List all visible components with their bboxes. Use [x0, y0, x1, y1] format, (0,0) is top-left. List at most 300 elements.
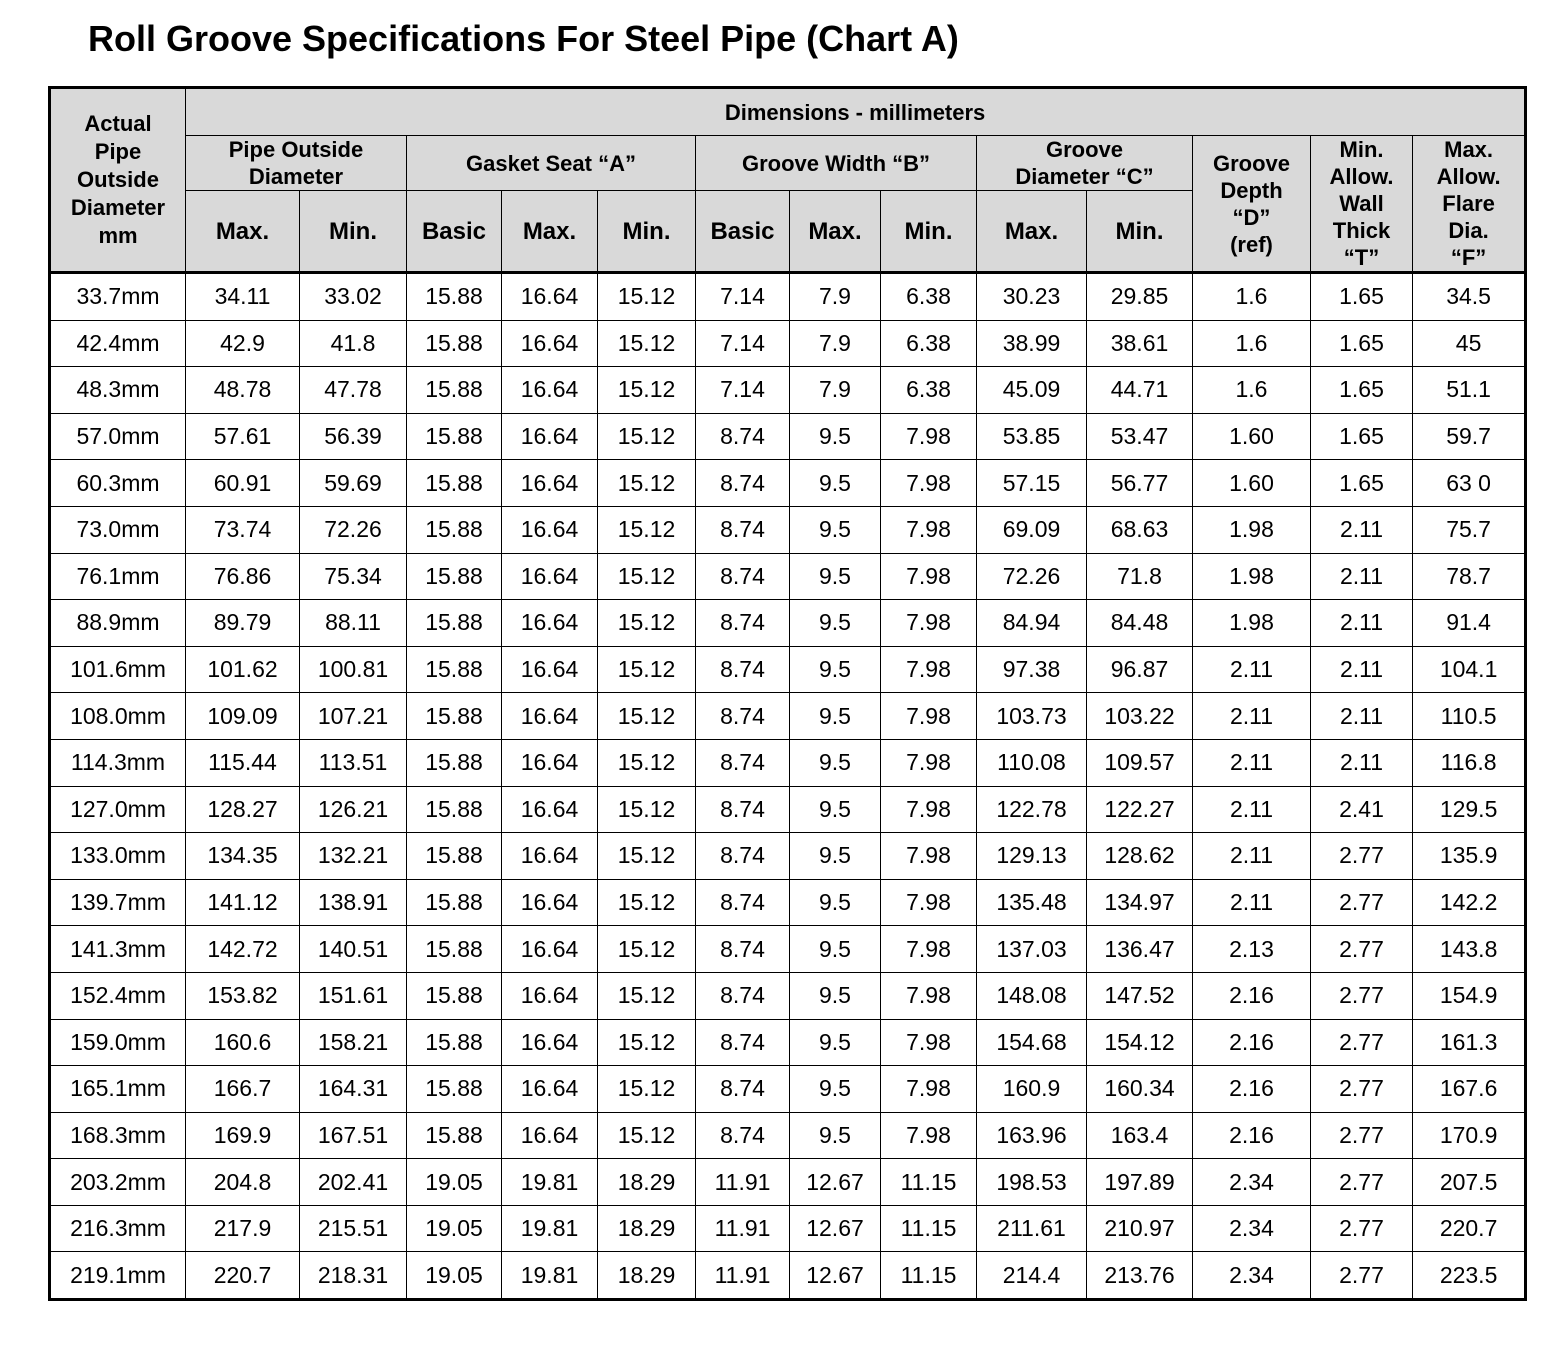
table-cell: 15.12: [598, 693, 696, 740]
header-max-flare: Max. Allow. Flare Dia. “F”: [1413, 136, 1526, 273]
table-cell: 2.77: [1311, 1159, 1413, 1206]
row-pipe-size: 76.1mm: [50, 553, 186, 600]
row-pipe-size: 57.0mm: [50, 413, 186, 460]
table-cell: 2.13: [1193, 926, 1311, 973]
table-cell: 11.91: [696, 1252, 790, 1300]
row-pipe-size: 203.2mm: [50, 1159, 186, 1206]
table-cell: 2.41: [1311, 786, 1413, 833]
table-cell: 129.5: [1413, 786, 1526, 833]
table-row: [50, 972, 1526, 1019]
table-cell: 7.98: [881, 786, 977, 833]
table-cell: 128.62: [1087, 833, 1193, 880]
table-cell: 19.05: [407, 1252, 502, 1300]
table-cell: 213.76: [1087, 1252, 1193, 1300]
table-cell: 1.6: [1193, 367, 1311, 414]
table-cell: 103.73: [977, 693, 1087, 740]
table-cell: 97.38: [977, 646, 1087, 693]
header-width-basic: Basic: [696, 191, 790, 273]
table-cell: 16.64: [502, 273, 598, 321]
table-cell: 2.16: [1193, 1019, 1311, 1066]
row-pipe-size: 219.1mm: [50, 1252, 186, 1300]
table-cell: 9.5: [790, 600, 881, 647]
table-cell: 8.74: [696, 879, 790, 926]
table-cell: 9.5: [790, 926, 881, 973]
table-cell: 16.64: [502, 553, 598, 600]
row-pipe-size: 48.3mm: [50, 367, 186, 414]
table-cell: 2.77: [1311, 1252, 1413, 1300]
table-cell: 47.78: [300, 367, 407, 414]
table-cell: 9.5: [790, 972, 881, 1019]
table-cell: 142.72: [186, 926, 300, 973]
row-pipe-size: 168.3mm: [50, 1112, 186, 1159]
table-cell: 38.99: [977, 320, 1087, 367]
row-pipe-size: 165.1mm: [50, 1066, 186, 1113]
table-row: [50, 646, 1526, 693]
row-pipe-size: 88.9mm: [50, 600, 186, 647]
table-cell: 16.64: [502, 1066, 598, 1113]
table-row: [50, 1112, 1526, 1159]
table-cell: 53.47: [1087, 413, 1193, 460]
table-cell: 88.11: [300, 600, 407, 647]
row-pipe-size: 127.0mm: [50, 786, 186, 833]
table-cell: 8.74: [696, 553, 790, 600]
table-cell: 45.09: [977, 367, 1087, 414]
table-cell: 19.81: [502, 1205, 598, 1252]
table-cell: 15.88: [407, 367, 502, 414]
table-cell: 115.44: [186, 739, 300, 786]
table-cell: 15.12: [598, 1019, 696, 1066]
table-cell: 2.11: [1193, 786, 1311, 833]
table-cell: 15.12: [598, 506, 696, 553]
table-cell: 15.88: [407, 693, 502, 740]
table-cell: 7.9: [790, 273, 881, 321]
table-cell: 154.68: [977, 1019, 1087, 1066]
table-cell: 15.88: [407, 879, 502, 926]
table-cell: 15.88: [407, 926, 502, 973]
table-cell: 214.4: [977, 1252, 1087, 1300]
table-cell: 15.88: [407, 273, 502, 321]
table-cell: 15.88: [407, 833, 502, 880]
row-pipe-size: 42.4mm: [50, 320, 186, 367]
table-cell: 141.12: [186, 879, 300, 926]
table-cell: 44.71: [1087, 367, 1193, 414]
table-cell: 2.11: [1311, 553, 1413, 600]
table-cell: 2.11: [1311, 693, 1413, 740]
table-cell: 126.21: [300, 786, 407, 833]
table-row: [50, 1159, 1526, 1206]
table-cell: 9.5: [790, 786, 881, 833]
table-cell: 9.5: [790, 693, 881, 740]
row-pipe-size: 101.6mm: [50, 646, 186, 693]
table-cell: 75.34: [300, 553, 407, 600]
table-cell: 218.31: [300, 1252, 407, 1300]
table-cell: 107.21: [300, 693, 407, 740]
table-cell: 101.62: [186, 646, 300, 693]
table-cell: 89.79: [186, 600, 300, 647]
table-cell: 16.64: [502, 413, 598, 460]
table-cell: 211.61: [977, 1205, 1087, 1252]
table-cell: 11.15: [881, 1159, 977, 1206]
header-gasket-max: Max.: [502, 191, 598, 273]
table-cell: 15.88: [407, 320, 502, 367]
table-cell: 8.74: [696, 786, 790, 833]
table-cell: 16.64: [502, 972, 598, 1019]
table-cell: 7.98: [881, 460, 977, 507]
table-cell: 9.5: [790, 460, 881, 507]
table-cell: 2.34: [1193, 1252, 1311, 1300]
table-cell: 16.64: [502, 739, 598, 786]
row-pipe-size: 108.0mm: [50, 693, 186, 740]
table-cell: 1.65: [1311, 367, 1413, 414]
table-cell: 15.88: [407, 553, 502, 600]
table-cell: 16.64: [502, 1019, 598, 1066]
table-cell: 9.5: [790, 1019, 881, 1066]
table-cell: 1.60: [1193, 460, 1311, 507]
table-cell: 1.60: [1193, 413, 1311, 460]
table-cell: 51.1: [1413, 367, 1526, 414]
table-cell: 8.74: [696, 600, 790, 647]
table-cell: 9.5: [790, 506, 881, 553]
table-cell: 160.9: [977, 1066, 1087, 1113]
table-cell: 15.12: [598, 320, 696, 367]
row-pipe-size: 33.7mm: [50, 273, 186, 321]
table-cell: 2.77: [1311, 972, 1413, 1019]
table-cell: 7.14: [696, 367, 790, 414]
header-width-max: Max.: [790, 191, 881, 273]
table-row: [50, 320, 1526, 367]
header-groove-diameter: Groove Diameter “C”: [977, 136, 1193, 191]
table-cell: 15.12: [598, 460, 696, 507]
table-cell: 8.74: [696, 460, 790, 507]
table-cell: 8.74: [696, 833, 790, 880]
table-cell: 2.16: [1193, 1066, 1311, 1113]
table-cell: 15.88: [407, 972, 502, 1019]
table-cell: 138.91: [300, 879, 407, 926]
table-cell: 143.8: [1413, 926, 1526, 973]
header-actual-od: Actual Pipe Outside Diameter mm: [50, 88, 186, 273]
table-cell: 2.11: [1311, 506, 1413, 553]
table-cell: 151.61: [300, 972, 407, 1019]
table-cell: 33.02: [300, 273, 407, 321]
table-cell: 109.09: [186, 693, 300, 740]
table-row: [50, 460, 1526, 507]
table-cell: 8.74: [696, 739, 790, 786]
table-cell: 1.98: [1193, 553, 1311, 600]
table-cell: 19.05: [407, 1159, 502, 1206]
header-width-min: Min.: [881, 191, 977, 273]
table-cell: 59.69: [300, 460, 407, 507]
table-cell: 134.97: [1087, 879, 1193, 926]
table-cell: 1.6: [1193, 273, 1311, 321]
table-cell: 1.98: [1193, 506, 1311, 553]
table-cell: 30.23: [977, 273, 1087, 321]
header-dimensions: Dimensions - millimeters: [186, 88, 1526, 136]
table-cell: 9.5: [790, 833, 881, 880]
table-cell: 170.9: [1413, 1112, 1526, 1159]
table-row: [50, 553, 1526, 600]
table-cell: 7.14: [696, 320, 790, 367]
table-cell: 110.08: [977, 739, 1087, 786]
table-cell: 16.64: [502, 693, 598, 740]
table-cell: 34.5: [1413, 273, 1526, 321]
table-row: [50, 926, 1526, 973]
table-cell: 16.64: [502, 600, 598, 647]
table-cell: 2.11: [1311, 646, 1413, 693]
table-cell: 207.5: [1413, 1159, 1526, 1206]
row-pipe-size: 133.0mm: [50, 833, 186, 880]
header-groove-depth: Groove Depth “D” (ref): [1193, 136, 1311, 273]
table-cell: 2.77: [1311, 833, 1413, 880]
table-cell: 29.85: [1087, 273, 1193, 321]
table-cell: 7.14: [696, 273, 790, 321]
table-cell: 7.98: [881, 1112, 977, 1159]
table-cell: 11.15: [881, 1252, 977, 1300]
table-cell: 15.12: [598, 646, 696, 693]
table-cell: 73.74: [186, 506, 300, 553]
table-cell: 15.12: [598, 972, 696, 1019]
table-cell: 15.88: [407, 786, 502, 833]
table-cell: 42.9: [186, 320, 300, 367]
table-cell: 2.16: [1193, 972, 1311, 1019]
table-cell: 2.11: [1311, 600, 1413, 647]
table-cell: 78.7: [1413, 553, 1526, 600]
row-pipe-size: 60.3mm: [50, 460, 186, 507]
table-cell: 7.98: [881, 739, 977, 786]
table-cell: 167.6: [1413, 1066, 1526, 1113]
table-cell: 56.77: [1087, 460, 1193, 507]
table-cell: 197.89: [1087, 1159, 1193, 1206]
row-pipe-size: 73.0mm: [50, 506, 186, 553]
table-cell: 148.08: [977, 972, 1087, 1019]
table-cell: 1.65: [1311, 273, 1413, 321]
table-cell: 15.12: [598, 367, 696, 414]
table-cell: 160.6: [186, 1019, 300, 1066]
table-cell: 2.77: [1311, 1205, 1413, 1252]
table-cell: 8.74: [696, 972, 790, 1019]
table-cell: 57.15: [977, 460, 1087, 507]
table-cell: 223.5: [1413, 1252, 1526, 1300]
table-cell: 16.64: [502, 320, 598, 367]
table-cell: 15.88: [407, 1019, 502, 1066]
table-row: [50, 600, 1526, 647]
table-cell: 135.48: [977, 879, 1087, 926]
table-cell: 217.9: [186, 1205, 300, 1252]
table-cell: 45: [1413, 320, 1526, 367]
table-cell: 2.77: [1311, 1112, 1413, 1159]
table-cell: 2.16: [1193, 1112, 1311, 1159]
spec-table: [48, 86, 1527, 1301]
row-pipe-size: 139.7mm: [50, 879, 186, 926]
table-cell: 16.64: [502, 506, 598, 553]
header-min-wall: Min. Allow. Wall Thick “T”: [1311, 136, 1413, 273]
table-row: [50, 1066, 1526, 1113]
table-cell: 116.8: [1413, 739, 1526, 786]
table-cell: 16.64: [502, 460, 598, 507]
table-cell: 100.81: [300, 646, 407, 693]
row-pipe-size: 141.3mm: [50, 926, 186, 973]
table-cell: 2.34: [1193, 1159, 1311, 1206]
header-od-min: Min.: [300, 191, 407, 273]
table-cell: 204.8: [186, 1159, 300, 1206]
table-cell: 15.88: [407, 1066, 502, 1113]
table-cell: 72.26: [977, 553, 1087, 600]
table-cell: 8.74: [696, 693, 790, 740]
table-cell: 129.13: [977, 833, 1087, 880]
table-cell: 1.98: [1193, 600, 1311, 647]
table-cell: 8.74: [696, 1019, 790, 1066]
table-cell: 7.9: [790, 320, 881, 367]
table-cell: 2.77: [1311, 1019, 1413, 1066]
table-cell: 2.11: [1193, 739, 1311, 786]
table-row: [50, 786, 1526, 833]
table-cell: 9.5: [790, 739, 881, 786]
table-cell: 9.5: [790, 413, 881, 460]
table-cell: 7.98: [881, 646, 977, 693]
table-cell: 7.98: [881, 1066, 977, 1113]
table-cell: 122.27: [1087, 786, 1193, 833]
table-cell: 163.4: [1087, 1112, 1193, 1159]
table-cell: 34.11: [186, 273, 300, 321]
table-cell: 15.12: [598, 553, 696, 600]
table-cell: 38.61: [1087, 320, 1193, 367]
table-cell: 96.87: [1087, 646, 1193, 693]
table-cell: 48.78: [186, 367, 300, 414]
table-cell: 56.39: [300, 413, 407, 460]
row-pipe-size: 114.3mm: [50, 739, 186, 786]
table-cell: 57.61: [186, 413, 300, 460]
table-cell: 16.64: [502, 1112, 598, 1159]
table-cell: 7.98: [881, 413, 977, 460]
table-cell: 167.51: [300, 1112, 407, 1159]
table-row: [50, 1252, 1526, 1300]
table-cell: 164.31: [300, 1066, 407, 1113]
table-cell: 15.12: [598, 273, 696, 321]
table-cell: 7.98: [881, 926, 977, 973]
header-gasket-basic: Basic: [407, 191, 502, 273]
table-cell: 103.22: [1087, 693, 1193, 740]
table-cell: 15.12: [598, 1066, 696, 1113]
table-cell: 8.74: [696, 413, 790, 460]
table-cell: 16.64: [502, 879, 598, 926]
table-cell: 104.1: [1413, 646, 1526, 693]
table-cell: 9.5: [790, 1066, 881, 1113]
table-cell: 215.51: [300, 1205, 407, 1252]
table-cell: 15.88: [407, 646, 502, 693]
table-cell: 15.88: [407, 506, 502, 553]
table-cell: 142.2: [1413, 879, 1526, 926]
table-cell: 220.7: [1413, 1205, 1526, 1252]
table-cell: 75.7: [1413, 506, 1526, 553]
table-cell: 198.53: [977, 1159, 1087, 1206]
table-cell: 12.67: [790, 1252, 881, 1300]
header-diameter-min: Min.: [1087, 191, 1193, 273]
header-diameter-max: Max.: [977, 191, 1087, 273]
table-cell: 210.97: [1087, 1205, 1193, 1252]
header-od-max: Max.: [186, 191, 300, 273]
table-cell: 134.35: [186, 833, 300, 880]
table-cell: 2.11: [1311, 739, 1413, 786]
table-cell: 7.9: [790, 367, 881, 414]
page-title: Roll Groove Specifications For Steel Pipe (Chart A): [88, 18, 959, 59]
table-cell: 1.65: [1311, 320, 1413, 367]
table-row: [50, 879, 1526, 926]
table-cell: 122.78: [977, 786, 1087, 833]
table-cell: 15.12: [598, 1112, 696, 1159]
table-cell: 84.94: [977, 600, 1087, 647]
table-cell: 15.12: [598, 600, 696, 647]
table-cell: 7.98: [881, 600, 977, 647]
table-cell: 18.29: [598, 1159, 696, 1206]
table-cell: 8.74: [696, 1066, 790, 1113]
table-cell: 16.64: [502, 786, 598, 833]
table-cell: 7.98: [881, 833, 977, 880]
table-row: [50, 413, 1526, 460]
table-cell: 7.98: [881, 1019, 977, 1066]
table-cell: 7.98: [881, 879, 977, 926]
table-cell: 15.88: [407, 1112, 502, 1159]
table-cell: 2.77: [1311, 926, 1413, 973]
header-gasket-min: Min.: [598, 191, 696, 273]
table-cell: 69.09: [977, 506, 1087, 553]
table-cell: 19.81: [502, 1159, 598, 1206]
table-cell: 154.9: [1413, 972, 1526, 1019]
row-pipe-size: 152.4mm: [50, 972, 186, 1019]
table-cell: 169.9: [186, 1112, 300, 1159]
table-row: [50, 367, 1526, 414]
table-cell: 9.5: [790, 1112, 881, 1159]
table-cell: 15.12: [598, 926, 696, 973]
table-row: [50, 273, 1526, 321]
table-cell: 6.38: [881, 367, 977, 414]
table-cell: 12.67: [790, 1159, 881, 1206]
table-cell: 71.8: [1087, 553, 1193, 600]
table-row: [50, 739, 1526, 786]
table-cell: 153.82: [186, 972, 300, 1019]
table-cell: 163.96: [977, 1112, 1087, 1159]
table-cell: 135.9: [1413, 833, 1526, 880]
table-cell: 16.64: [502, 367, 598, 414]
table-cell: 154.12: [1087, 1019, 1193, 1066]
table-cell: 63 0: [1413, 460, 1526, 507]
table-cell: 166.7: [186, 1066, 300, 1113]
table-cell: 84.48: [1087, 600, 1193, 647]
table-cell: 11.91: [696, 1159, 790, 1206]
table-cell: 41.8: [300, 320, 407, 367]
table-cell: 8.74: [696, 1112, 790, 1159]
row-pipe-size: 159.0mm: [50, 1019, 186, 1066]
table-cell: 15.12: [598, 786, 696, 833]
table-cell: 137.03: [977, 926, 1087, 973]
table-cell: 15.12: [598, 879, 696, 926]
table-row: [50, 1019, 1526, 1066]
table-cell: 9.5: [790, 553, 881, 600]
table-cell: 18.29: [598, 1205, 696, 1252]
table-row: [50, 833, 1526, 880]
table-cell: 2.77: [1311, 1066, 1413, 1113]
table-cell: 220.7: [186, 1252, 300, 1300]
table-cell: 140.51: [300, 926, 407, 973]
table-cell: 1.65: [1311, 460, 1413, 507]
table-cell: 110.5: [1413, 693, 1526, 740]
table-cell: 7.98: [881, 693, 977, 740]
table-cell: 72.26: [300, 506, 407, 553]
header-groove-width: Groove Width “B”: [696, 136, 977, 191]
table-body: [50, 273, 1526, 1300]
table-cell: 6.38: [881, 273, 977, 321]
table-cell: 2.11: [1193, 646, 1311, 693]
table-cell: 15.12: [598, 833, 696, 880]
table-cell: 132.21: [300, 833, 407, 880]
